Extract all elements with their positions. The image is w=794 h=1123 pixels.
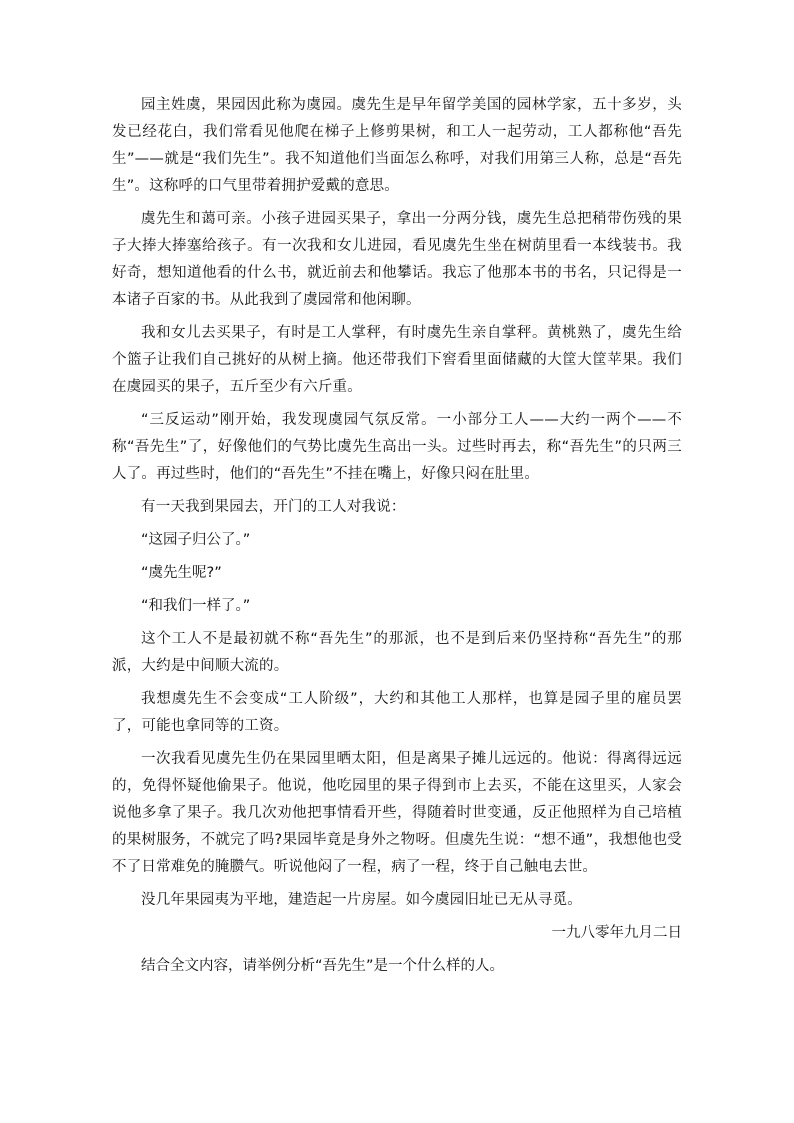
date-line: 一九八零年九月二日 [551, 925, 682, 941]
paragraph-9: 没几年果园夷为平地，建造起一片房屋。如今虞园旧址已无从寻觅。 [141, 892, 582, 908]
paragraph-2: 虞先生和蔼可亲。小孩子进园买果子，拿出一分两分钱，虞先生总把稍带伤残的果子大捧大捧塞给孩子。有一次我和女儿进园，看见虞先生坐在树荫里看一本线装书。我好奇，想知道他看的什么书，就近前去和他攀话。我忘了他那本书的书名，只记得是一本诸子百家的书。从此我到了虞园常和他闲聊。 [112, 211, 682, 308]
paragraph-1: 园主姓虞，果园因此称为虞园。虞先生是早年留学美国的园林学家，五十多岁，头发已经花白，我们常看见他爬在梯子上修剪果树，和工人一起劳动，工人都称他“吾先生”——就是“我们先生”。我不知道他们当面怎么称呼，对我们用第三人称，总是“吾先生”。这称呼的口气里带着拥护爱戴的意思。 [112, 97, 682, 194]
dialog-line-2: “虞先生呢?” [141, 565, 222, 581]
paragraph-4: “三反运动”刚开始，我发现虞园气氛反常。一小部分工人——大约一两个——不称“吾先生”了，好像他们的气势比虞先生高出一头。过些时再去，称“吾先生”的只两三人了。再过些时，他们的“吾先生”不挂在嘴上，好像只闷在肚里。 [112, 412, 682, 482]
dialog-line-3: “和我们一样了。” [141, 598, 251, 614]
paragraph-7: 我想虞先生不会变成“工人阶级”，大约和其他工人那样，也算是园子里的雇员罢了，可能也拿同等的工资。 [112, 691, 682, 734]
paragraph-6: 这个工人不是最初就不称“吾先生”的那派，也不是到后来仍坚持称“吾先生”的那派，大约是中间顺大流的。 [112, 631, 682, 674]
document-body [112, 92, 682, 980]
question: 结合全文内容，请举例分析“吾先生”是一个什么样的人。 [141, 958, 505, 974]
paragraph-3: 我和女儿去买果子，有时是工人掌秤，有时虞先生亲自掌秤。黄桃熟了，虞先生给个篮子让我们自己挑好的从树上摘。他还带我们下窖看里面储藏的大筐大筐苹果。我们在虞园买的果子，五斤至少有六斤重。 [112, 325, 682, 395]
paragraph-5: 有一天我到果园去，开门的工人对我说： [141, 499, 406, 515]
paragraph-8: 一次我看见虞先生仍在果园里晒太阳，但是离果子摊儿远远的。他说：得离得远远的，免得怀疑他偷果子。他说，他吃园里的果子得到市上去买，不能在这里买，人家会说他多拿了果子。我几次劝他把事情看开些，得随着时世变通，反正他照样为自己培植的果树服务，不就完了吗?果园毕竟是身外之物呀。但虞先生说：“想不通”，我想他也受不了日常难免的腌臜气。听说他闷了一程，病了一程，终于自己触电去世。 [112, 751, 682, 875]
dialog-line-1: “这园子归公了。” [141, 532, 251, 548]
